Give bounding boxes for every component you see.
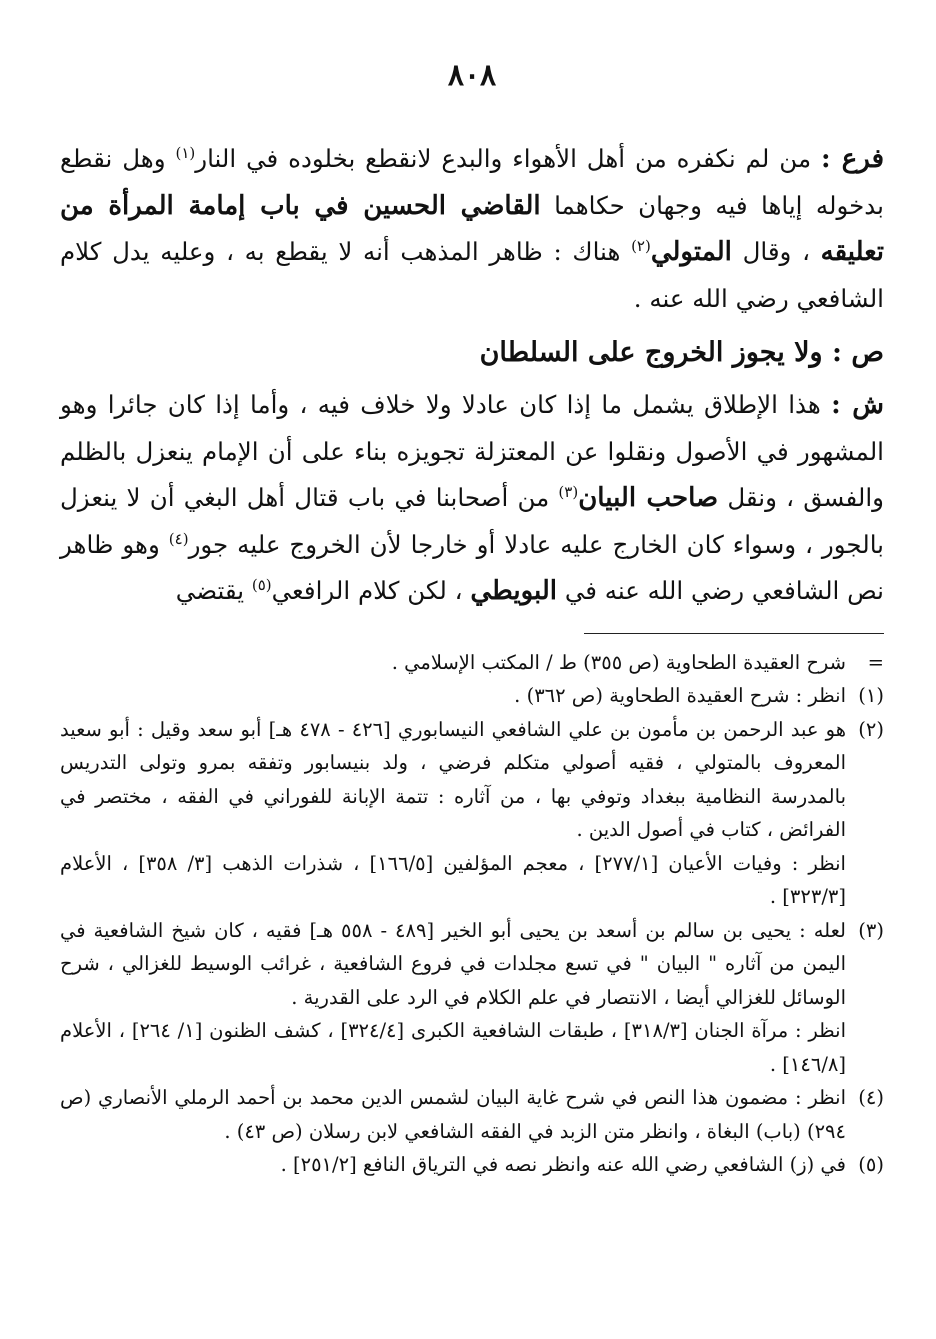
text-segment: وهل نقطع بدخوله إياها فيه وجهان حكاهما bbox=[60, 144, 884, 220]
footnote-divider bbox=[584, 633, 884, 634]
sharh-label: ش : bbox=[831, 390, 884, 420]
footnote-text: انظر : مضمون هذا النص في شرح غاية البيان لشمس الدين محمد بن أحمد الرملي الأنصاري (ص ٢٩٤) (باب) البغاة ، وانظر متن الزبد في الفقه الشافعي لابن رسلان (ص ٤٣) . bbox=[60, 1086, 846, 1143]
text-segment: يقتضي bbox=[175, 576, 252, 605]
footnote-text: انظر : شرح العقيدة الطحاوية (ص ٣٦٢) . bbox=[514, 684, 846, 707]
footnote-mark: (١) bbox=[858, 684, 884, 707]
bold-name-buwayti: البويطي bbox=[470, 576, 558, 606]
section-heading: ص : ولا يجوز الخروج على السلطان bbox=[479, 337, 884, 368]
bold-name-sahib-bayan: صاحب البيان bbox=[578, 483, 719, 513]
text-segment: هذا الإطلاق يشمل ما إذا كان عادلا ولا خلاف فيه ، وأما إذا كان جائرا وهو المشهور في الأصول ونقلوا عن المعتزلة تجويزه بناء على أن الإمام ينعزل بالظلم والفسق ، ونقل bbox=[60, 390, 884, 512]
footnote-ref-3[interactable]: (٣) bbox=[558, 482, 579, 501]
text-segment: هناك : ظاهر المذهب أنه لا يقطع به ، وعليه يدل كلام الشافعي رضي الله عنه . bbox=[60, 237, 884, 313]
text-segment: من لم نكفره من أهل الأهواء والبدع لانقطع بخلوده في النار bbox=[195, 144, 821, 173]
footnote-ref-2[interactable]: (٢) bbox=[631, 236, 651, 255]
footnote-mark: (٣) bbox=[858, 918, 884, 942]
page-number: ٨٠٨ bbox=[447, 58, 497, 93]
text-segment: من أصحابنا في باب قتال أهل البغي أن لا ينعزل بالجور ، وسواء كان الخارج عليه عادلا أو خارجا لأن الخروج عليه جور bbox=[60, 483, 884, 559]
footnote-mark: (٢) bbox=[858, 717, 884, 741]
footnote-text: لعله : يحيى بن سالم بن أسعد بن يحيى أبو الخير [٤٨٩ - ٥٥٨ هـ] فقيه ، كان شيخ الشافعية في اليمن من آثاره " البيان " في تسع مجلدات في فروع الشافعية ، غرائب الوسيط للغزالي ، شرح الوسائل للغزالي أيضا ، الانتصار في علم الكلام في الرد على القدرية . bbox=[60, 918, 846, 1009]
footnote-3 bbox=[60, 914, 884, 1082]
footnote-references: انظر : وفيات الأعيان [٢٧٧/١] ، معجم المؤلفين [١٦٦/٥] ، شذرات الذهب [٣/ ٣٥٨] ، الأعلام [٣٢٣/٣] . bbox=[60, 851, 846, 908]
footnote-5 bbox=[60, 1148, 884, 1182]
main-text bbox=[60, 136, 884, 615]
footnote-text: هو عبد الرحمن بن مأمون بن علي الشافعي النيسابوري [٤٢٦ - ٤٧٨ هـ] أبو سعد وقيل : أبو سعيد المعروف بالمتولي ، فقيه أصولي متكلم فرضي ، ولد بنيسابور وتفقه بمرو وتولى التدريس بالمدرسة النظامية ببغداد وتوفي بها ، من آثاره : تتمة الإبانة للفوراني في الفقه ، مختصر في الفرائض ، كتاب في أصول الدين . bbox=[60, 717, 846, 841]
footnote-ref-1[interactable]: (١) bbox=[175, 143, 196, 162]
footnote-2 bbox=[60, 713, 884, 914]
footnote-ref-4[interactable]: (٤) bbox=[168, 529, 189, 548]
footnote-mark: (٥) bbox=[858, 1153, 884, 1176]
footnote-1 bbox=[60, 679, 884, 713]
far-label: فرع : bbox=[820, 144, 885, 174]
paragraph-sharh bbox=[60, 382, 884, 615]
text-segment: ، لكن كلام الرافعي bbox=[271, 576, 471, 605]
footnotes bbox=[60, 646, 884, 1182]
footnote-text: شرح العقيدة الطحاوية (ص ٣٥٥) ط / المكتب الإسلامي . bbox=[391, 650, 846, 674]
footnote-ref-5[interactable]: (٥) bbox=[251, 575, 272, 594]
footnote-4 bbox=[60, 1081, 884, 1148]
footnote-mark: = bbox=[867, 650, 884, 674]
bold-phrase: القاضي الحسين في باب إمامة المرأة من تعليقه bbox=[60, 190, 884, 267]
bold-name-mutawalli: المتولي bbox=[650, 237, 732, 267]
footnote-mark: (٤) bbox=[858, 1086, 884, 1109]
paragraph-far bbox=[60, 136, 884, 322]
text-segment: وهو ظاهر نص الشافعي رضي الله عنه في bbox=[60, 529, 884, 605]
text-segment: ، وقال bbox=[731, 237, 821, 266]
footnote-references: انظر : مرآة الجنان [٣١٨/٣] ، طبقات الشافعية الكبرى [٣٢٤/٤] ، كشف الظنون [١/ ٢٦٤] ، الأعلام [١٤٦/٨] . bbox=[60, 1019, 846, 1076]
footnote-continued bbox=[60, 646, 884, 680]
footnote-text: في (ز) الشافعي رضي الله عنه وانظر نصه في الترياق النافع [٢٥١/٢] . bbox=[280, 1153, 846, 1176]
